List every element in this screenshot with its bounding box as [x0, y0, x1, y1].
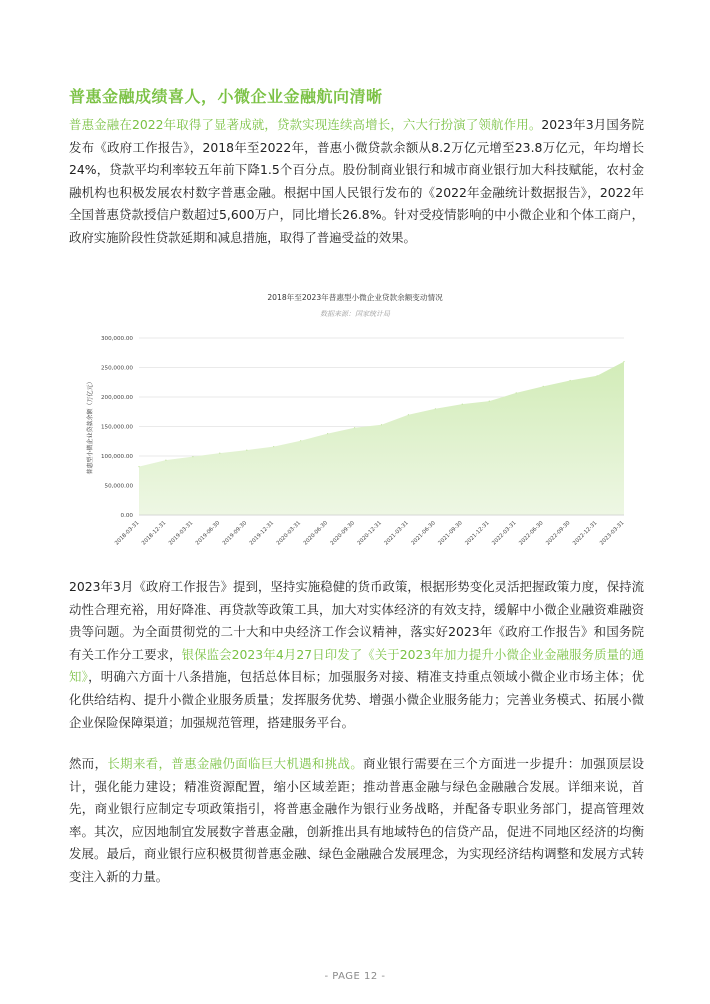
x-tick-label: 2019-09-30 [221, 520, 249, 547]
x-tick-label: 2020-09-30 [329, 520, 356, 547]
body-text: ，明确六方面十八条措施，包括总体目标；加强服务对接、精准支持重点领域小微企业市场主体；优化供给结构、提升小微企业服务质量；发挥服务优势、增强小微企业服务能力；完善业务模式、拓展小微企业保险保障渠道；加强规范管理，搭建服务平台。 [69, 669, 645, 730]
x-tick-label: 2019-06-30 [194, 520, 222, 547]
data-point [165, 460, 166, 461]
y-axis-label: 普惠型小微企业贷款余额（万亿元） [87, 378, 94, 475]
body-text: 然而， [69, 756, 108, 771]
data-point [597, 375, 598, 376]
data-point [273, 446, 274, 447]
y-tick-label: 200,000.00 [100, 395, 133, 402]
y-tick-label: 150,000.00 [100, 424, 133, 431]
data-point [408, 414, 409, 415]
x-tick-label: 2018-12-31 [140, 520, 168, 547]
x-tick-label: 2022-03-31 [491, 520, 518, 547]
x-tick-label: 2021-06-30 [410, 520, 437, 547]
y-tick-label: 250,000.00 [100, 365, 133, 372]
body-text: 2023年3月国务院发布《政府工作报告》，2018年至2022年，普惠小微贷款余额从8.2万亿元增至23.8万亿元，年均增长24%，贷款平均利率较五年前下降1.5个百分点。股份制商业银行和城市商业银行加大科技赋能，农村金融机构也积极发展农村数字普惠金融。根据中国人民银行发布的《2022年金融统计数据报告》，2022年全国普惠贷款授信户数超过5,600万户，同比增长26.8%。针对受疫情影响的中小微企业和个体工商户，政府实施阶段性贷款延期和减息措施，取得了普遍受益的效果。 [69, 117, 644, 245]
y-tick-label: 100,000.00 [100, 454, 133, 461]
x-tick-label: 2018-03-31 [114, 520, 141, 547]
y-tick-label: 0.00 [120, 513, 133, 520]
body-text: 商业银行需要在三个方面进一步提升：加强顶层设计，强化能力建设；精准资源配置，缩小区域差距；推动普惠金融与绿色金融融合发展。详细来说，首先，商业银行应制定专项政策指引，将普惠金融作为银行业务战略，并配备专职业务部门，提高管理效率。其次，应因地制宜发展数字普惠金融，创新推出具有地域特色的信贷产品，促进不同地区经济的均衡发展。最后，商业银行应积极贯彻普惠金融、绿色金融融合发展理念，为实现经济结构调整和发展方式转变注入新的力量。 [69, 756, 645, 884]
data-point [462, 404, 463, 405]
section-title: 普惠金融成绩喜人，小微企业金融航向清晰 [69, 87, 383, 106]
y-tick-label: 50,000.00 [104, 483, 133, 490]
data-point [570, 380, 571, 381]
x-tick-label: 2023-03-31 [599, 520, 626, 547]
paragraph-outlook [69, 753, 644, 889]
highlight-text: 长期来看，普惠金融仍面临巨大机遇和挑战。 [107, 756, 364, 771]
area-series [139, 362, 624, 515]
x-tick-label: 2020-06-30 [302, 520, 330, 547]
chart-title: 2018年至2023年普惠型小微企业贷款余额变动情况 [267, 293, 443, 302]
x-tick-label: 2022-09-30 [545, 520, 572, 547]
body-text: 2023年3月《政府工作报告》提到，坚持实施稳健的货币政策，根据形势变化灵活把握政策力度，保持流动性合理充裕，用好降准、再贷款等政策工具，加大对实体经济的有效支持，缓解中小微企业融资难融资贵等问题。为全面贯彻党的二十大和中央经济工作会议精神，落实好2023年《政府工作报告》和国务院有关工作分工要求， [69, 579, 644, 662]
highlight-text: 普惠金融在2022年取得了显著成就，贷款实现连续高增长，六大行扮演了领航作用。 [69, 117, 542, 132]
paragraph-achievements [69, 114, 644, 250]
page-number: - PAGE 12 - [324, 971, 386, 982]
data-point [192, 456, 193, 457]
x-tick-label: 2019-03-31 [167, 520, 195, 547]
x-tick-label: 2020-12-31 [356, 520, 383, 547]
data-point [435, 408, 436, 409]
data-point [138, 466, 139, 467]
x-tick-label: 2021-09-30 [437, 520, 464, 547]
highlight-text: 银保监会2023年4月27日印发了《关于2023年加力提升小微企业金融服务质量的通知》 [69, 646, 645, 685]
y-tick-label: 300,000.00 [100, 336, 133, 343]
data-point [327, 433, 328, 434]
data-point [516, 392, 517, 393]
x-tick-label: 2022-12-31 [572, 520, 599, 547]
data-point [246, 450, 247, 451]
x-tick-label: 2022-06-30 [518, 520, 545, 547]
data-point [300, 440, 301, 441]
paragraph-policy [69, 576, 644, 734]
data-point [623, 361, 624, 362]
chart-subtitle: 数据来源：国家统计局 [320, 310, 390, 318]
data-point [381, 424, 382, 425]
x-tick-label: 2021-12-31 [464, 520, 491, 547]
data-point [489, 401, 490, 402]
x-tick-label: 2021-03-31 [383, 520, 410, 547]
data-point [219, 453, 220, 454]
data-point [543, 386, 544, 387]
x-tick-label: 2019-12-31 [248, 520, 276, 547]
data-point [354, 427, 355, 428]
x-tick-label: 2020-03-31 [275, 520, 303, 547]
